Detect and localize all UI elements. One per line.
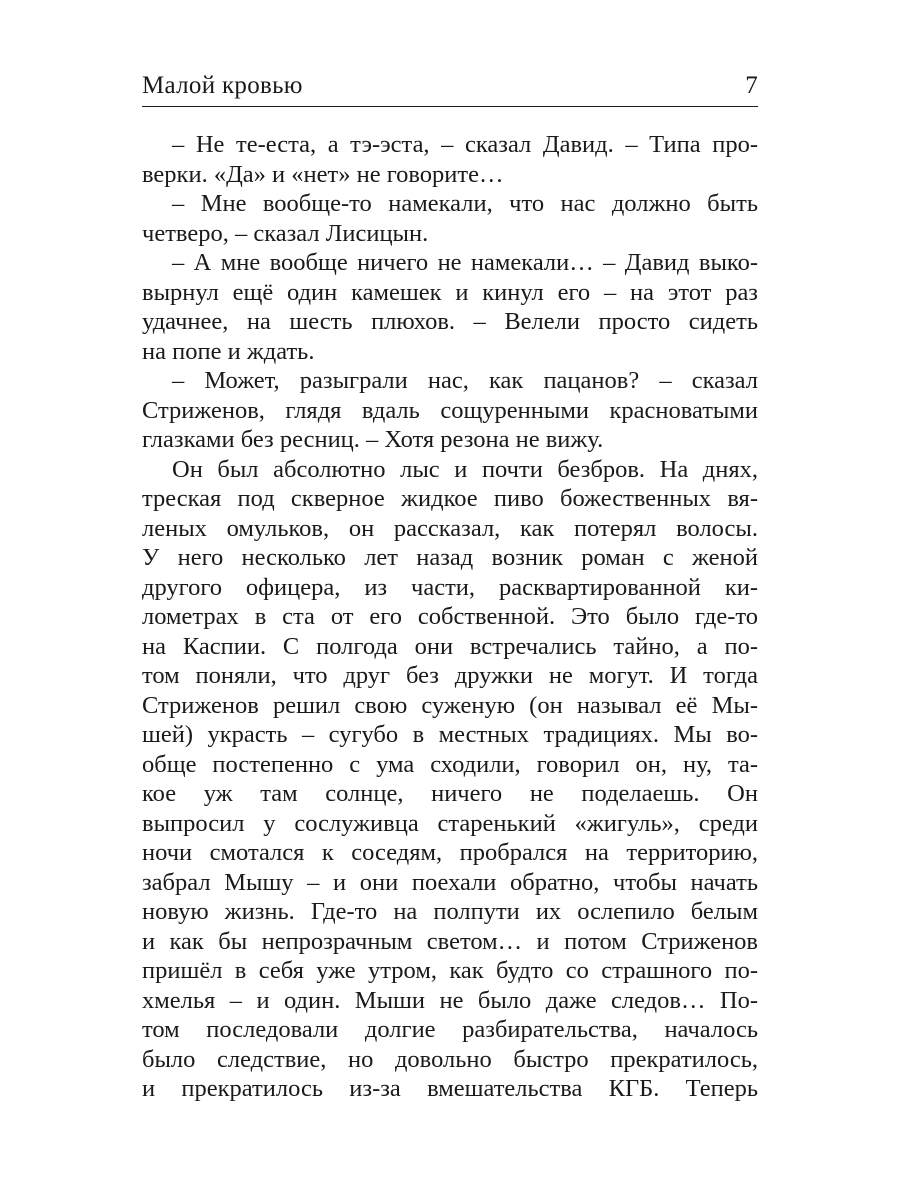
text-line: кое уж там солнце, ничего не поделаешь. Он bbox=[142, 780, 758, 807]
running-header bbox=[142, 72, 758, 102]
text-line: хмелья – и один. Мыши не было даже следов… По- bbox=[142, 986, 758, 1014]
text-line: верки. «Да» и «нет» не говорите… bbox=[142, 160, 504, 188]
text-line: – Мне вообще-то намекали, что нас должно быть bbox=[172, 190, 758, 217]
text-line: треская под скверное жидкое пиво божественных вя- bbox=[142, 485, 758, 512]
text-line: – А мне вообще ничего не намекали… – Давид выко- bbox=[172, 249, 758, 276]
text-line: Стриженов решил свою суженую (он называл её Мы- bbox=[142, 691, 758, 719]
book-page bbox=[142, 0, 758, 1200]
text-line: выпросил у сослуживца старенький «жигуль», среди bbox=[142, 809, 758, 837]
text-line: и прекратилось из-за вмешательства КГБ. Теперь bbox=[142, 1075, 758, 1102]
header-rule bbox=[142, 106, 758, 107]
text-line: было следствие, но довольно быстро прекратилось, bbox=[142, 1045, 758, 1073]
book-title: Малой кровью bbox=[142, 72, 303, 99]
text-line: ночи смотался к соседям, пробрался на территорию, bbox=[142, 839, 758, 866]
text-line: том поняли, что друг без дружки не могут. И тогда bbox=[142, 662, 758, 689]
text-line: шей) украсть – сугубо в местных традициях. Мы во- bbox=[142, 721, 758, 748]
text-line: том последовали долгие разбирательства, началось bbox=[142, 1016, 758, 1043]
text-line: вырнул ещё один камешек и кинул его – на этот раз bbox=[142, 278, 758, 306]
text-line: другого офицера, из части, расквартированной ки- bbox=[142, 573, 758, 601]
text-line: – Может, разыграли нас, как пацанов? – сказал bbox=[172, 367, 758, 394]
text-line: пришёл в себя уже утром, как будто со страшного по- bbox=[142, 957, 758, 984]
page-number: 7 bbox=[745, 72, 758, 99]
text-line: четверо, – сказал Лисицын. bbox=[142, 219, 429, 247]
text-line: Он был абсолютно лыс и почти безбров. На днях, bbox=[172, 455, 758, 483]
text-line: на Каспии. С полгода они встречались тайно, а по- bbox=[142, 632, 758, 660]
text-line: У него несколько лет назад возник роман с женой bbox=[142, 544, 758, 571]
text-line: – Не те-еста, а тэ-эста, – сказал Давид. – Типа про- bbox=[172, 131, 758, 158]
text-line: Стриженов, глядя вдаль сощуренными красноватыми bbox=[142, 396, 758, 424]
text-line: леных омульков, он рассказал, как потерял волосы. bbox=[142, 514, 758, 542]
body-text bbox=[142, 130, 758, 1104]
text-line: глазками без ресниц. – Хотя резона не вижу. bbox=[142, 426, 604, 453]
text-line: обще постепенно с ума сходили, говорил он, ну, та- bbox=[142, 750, 758, 778]
text-line: лометрах в ста от его собственной. Это было где-то bbox=[142, 603, 758, 630]
text-line: на попе и ждать. bbox=[142, 337, 315, 365]
text-line: новую жизнь. Где-то на полпути их ослепило белым bbox=[142, 898, 758, 925]
text-line: удачнее, на шесть плюхов. – Велели просто сидеть bbox=[142, 308, 758, 335]
text-line: забрал Мышу – и они поехали обратно, чтобы начать bbox=[142, 868, 758, 896]
text-line: и как бы непрозрачным светом… и потом Стриженов bbox=[142, 927, 758, 955]
